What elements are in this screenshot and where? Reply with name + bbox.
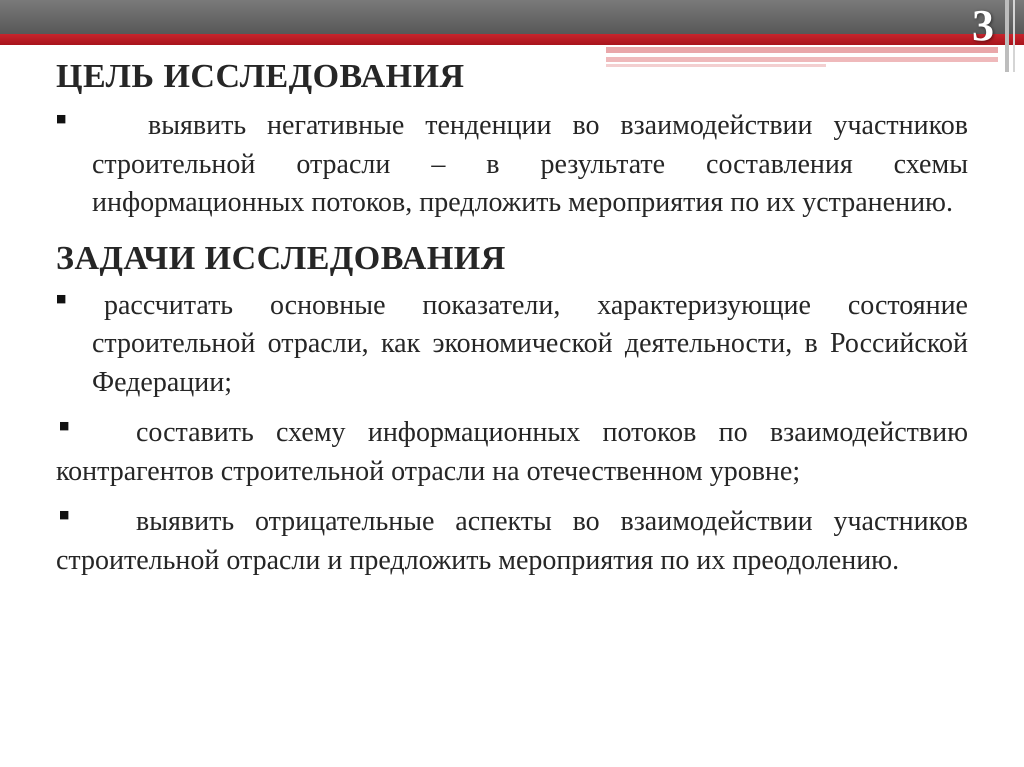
slide-content — [56, 52, 968, 580]
header-vertical-line — [1013, 0, 1015, 72]
task-text: выявить отрицательные аспекты во взаимодействии участников строительной отрасли и предложить мероприятия по их преодолению. — [56, 506, 968, 576]
square-bullet-icon: ■ — [56, 291, 67, 305]
task-text: рассчитать основные показатели, характеризующие состояние строительной отрасли, как экономической деятельности, в Российской Федерации; — [92, 289, 968, 398]
slide-number: 3 — [972, 1, 994, 50]
header-red-stripe — [0, 34, 1024, 45]
square-bullet-icon: ■ — [59, 508, 70, 522]
square-bullet-icon: ■ — [56, 112, 67, 126]
goal-heading: ЦЕЛЬ ИССЛЕДОВАНИЯ — [56, 58, 465, 95]
goal-text: выявить негативные тенденции во взаимодействии участников строительной отрасли – в результате составления схемы информационных потоков, предложить мероприятия по их устранению. — [92, 110, 968, 219]
goal-bullet — [56, 107, 968, 223]
task-item-3 — [56, 503, 968, 580]
header-band — [0, 0, 1024, 34]
square-bullet-icon: ■ — [59, 419, 70, 433]
tasks-heading: ЗАДАЧИ ИССЛЕДОВАНИЯ — [56, 239, 506, 277]
task-text: составить схему информационных потоков по взаимодействию контрагентов строительной отрасли на отечественном уровне; — [56, 417, 968, 487]
task-item-2 — [56, 414, 968, 491]
task-item-1 — [56, 287, 968, 403]
header-vertical-line — [1005, 0, 1009, 72]
